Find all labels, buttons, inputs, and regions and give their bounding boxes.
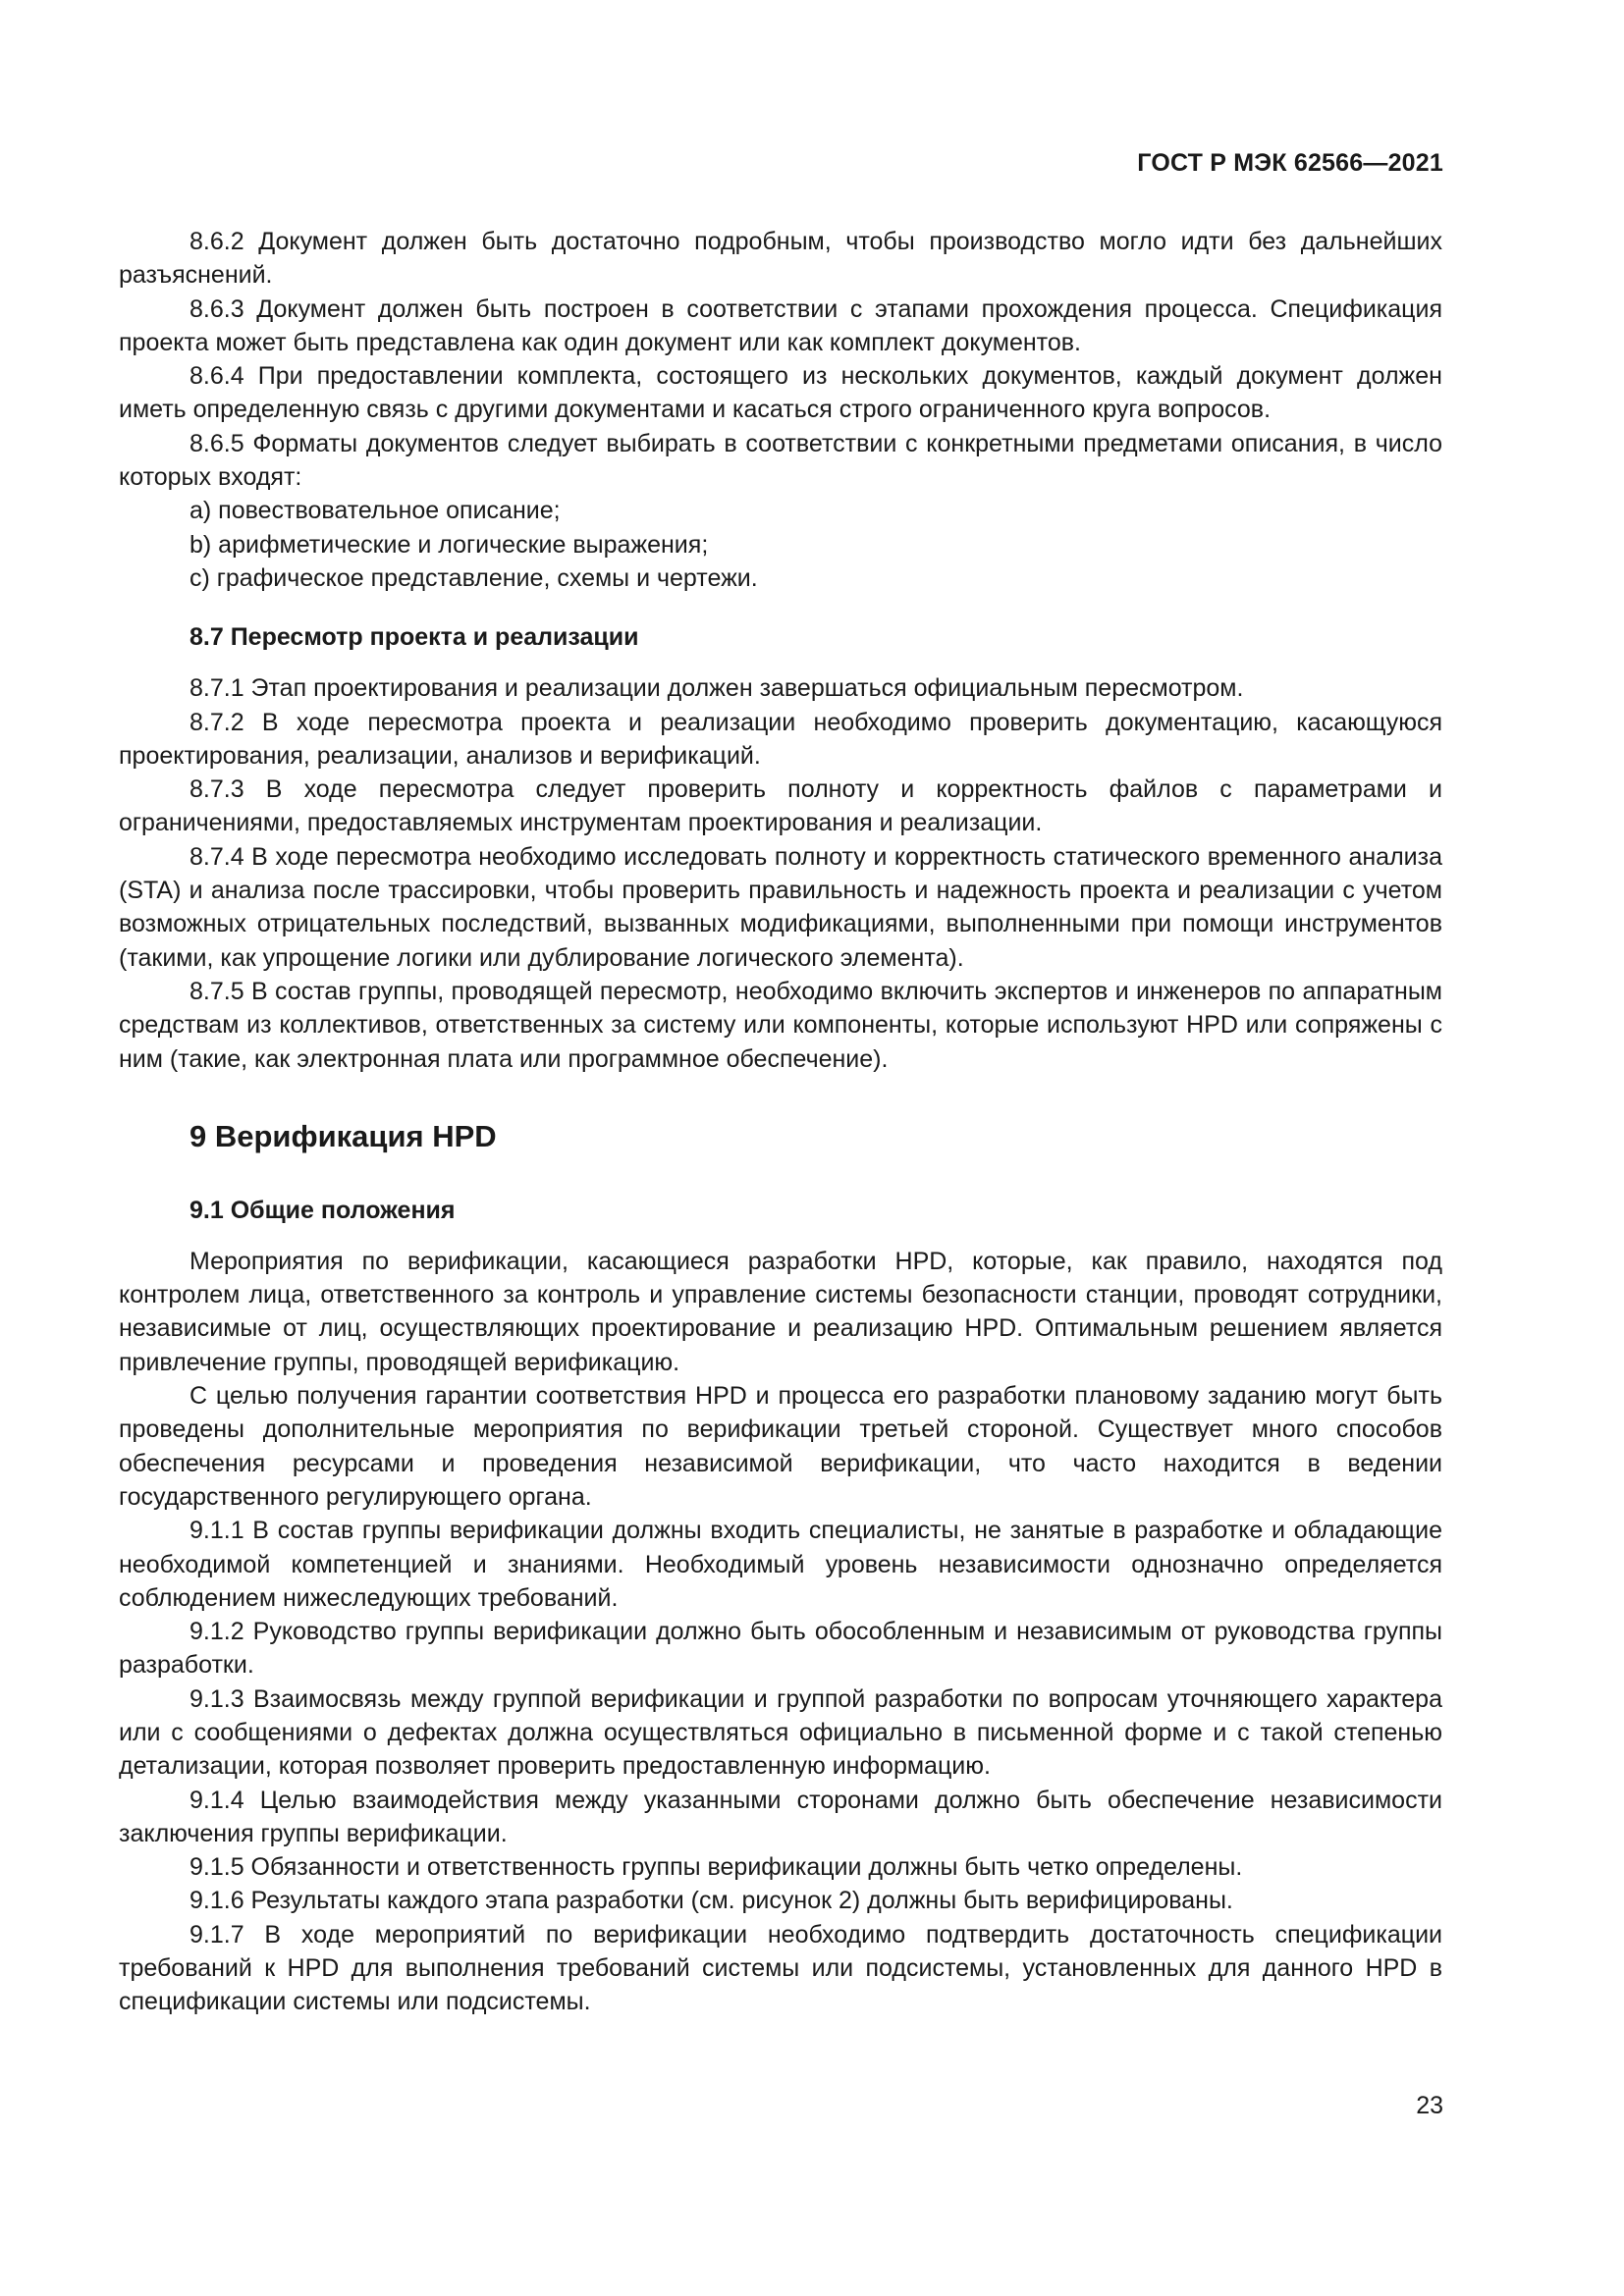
paragraph-8-7-5: 8.7.5 В состав группы, проводящей пересмотр, необходимо включить экспертов и инженеров по аппаратным средствам из коллективов, ответственных за систему или компоненты, которые используют HPD или сопряжены с ним (такие, как электронная плата или программное обеспечение). — [119, 977, 1442, 1073]
paragraph-8-6-5: 8.6.5 Форматы документов следует выбирать в соответствии с конкретными предметами описания, в число которых входят: — [119, 429, 1442, 492]
list-item-c: c) графическое представление, схемы и чертежи. — [189, 563, 758, 592]
paragraph-9-1-4: 9.1.4 Целью взаимодействия между указанными сторонами должно быть обеспечение независимости заключения группы верификации. — [119, 1786, 1442, 1847]
paragraph-8-6-2: 8.6.2 Документ должен быть достаточно подробным, чтобы производство могло идти без дальнейших разъяснений. — [119, 228, 1442, 290]
paragraph-8-7-2: 8.7.2 В ходе пересмотра проекта и реализации необходимо проверить документацию, касающуюся проектирования, реализации, анализов и верификаций. — [119, 708, 1442, 770]
heading-9: 9 Верификация HPD — [189, 1118, 497, 1153]
paragraph-8-6-3: 8.6.3 Документ должен быть построен в соответствии с этапами прохождения процесса. Спецификация проекта может быть представлена как один документ или как комплект документов. — [119, 294, 1442, 356]
standard-header: ГОСТ Р МЭК 62566—2021 — [1137, 149, 1443, 177]
paragraph-9-1-1: 9.1.1 В состав группы верификации должны входить специалисты, не занятые в разработке и обладающие необходимой компетенцией и знаниями. Необходимый уровень независимости однозначно определяется соблюдением нижеследующих требований. — [119, 1517, 1442, 1612]
paragraph-9-1-intro-1: Мероприятия по верификации, касающиеся разработки HPD, которые, как правило, находятся под контролем лица, ответственного за контроль и управление системы безопасности станции, проводят сотрудники, независимые от лиц, осуществляющих проектирование и реализацию HPD. Оптимальным решением является привлечение группы, проводящей верификацию. — [119, 1247, 1442, 1376]
list-item-a: a) повествовательное описание; — [189, 497, 561, 525]
paragraph-9-1-6: 9.1.6 Результаты каждого этапа разработки (см. рисунок 2) должны быть верифицированы. — [189, 1887, 1233, 1915]
paragraph-8-7-3: 8.7.3 В ходе пересмотра следует проверить полноту и корректность файлов с параметрами и ограничениями, предоставляемых инструментам проектирования и реализации. — [119, 775, 1442, 837]
paragraph-8-6-4: 8.6.4 При предоставлении комплекта, состоящего из нескольких документов, каждый документ должен иметь определенную связь с другими документами и касаться строго ограниченного круга вопросов. — [119, 362, 1442, 424]
list-item-b: b) арифметические и логические выражения; — [189, 530, 709, 559]
page-content — [119, 225, 1442, 2019]
paragraph-9-1-5: 9.1.5 Обязанности и ответственность группы верификации должны быть четко определены. — [189, 1853, 1243, 1882]
heading-9-1: 9.1 Общие положения — [189, 1196, 456, 1224]
page-number: 23 — [1416, 2092, 1443, 2119]
heading-8-7: 8.7 Пересмотр проекта и реализации — [189, 623, 639, 652]
paragraph-8-7-4: 8.7.4 В ходе пересмотра необходимо исследовать полноту и корректность статического временного анализа (STA) и анализа после трассировки, чтобы проверить правильность и надежность проекта и реализации с учетом возможных отрицательных последствий, вызванных модификациями, выполненными при помощи инструментов (такими, как упрощение логики или дублирование логического элемента). — [119, 842, 1442, 972]
paragraph-9-1-intro-2: С целью получения гарантии соответствия HPD и процесса его разработки плановому заданию могут быть проведены дополнительные мероприятия по верификации третьей стороной. Существует много способов обеспечения ресурсами и проведения независимой верификации, что часто находится в ведении государственного регулирующего органа. — [119, 1382, 1442, 1511]
paragraph-9-1-2: 9.1.2 Руководство группы верификации должно быть обособленным и независимым от руководства группы разработки. — [119, 1618, 1442, 1680]
paragraph-9-1-7: 9.1.7 В ходе мероприятий по верификации необходимо подтвердить достаточность спецификации требований к HPD для выполнения требований системы или подсистемы, установленных для данного HPD в спецификации системы или подсистемы. — [119, 1920, 1442, 2016]
paragraph-9-1-3: 9.1.3 Взаимосвязь между группой верификации и группой разработки по вопросам уточняющего характера или с сообщениями о дефектах должна осуществляться официально в письменной форме и с такой степенью детализации, которая позволяет проверить предоставленную информацию. — [119, 1684, 1442, 1781]
paragraph-8-7-1: 8.7.1 Этап проектирования и реализации должен завершаться официальным пересмотром. — [189, 674, 1244, 703]
